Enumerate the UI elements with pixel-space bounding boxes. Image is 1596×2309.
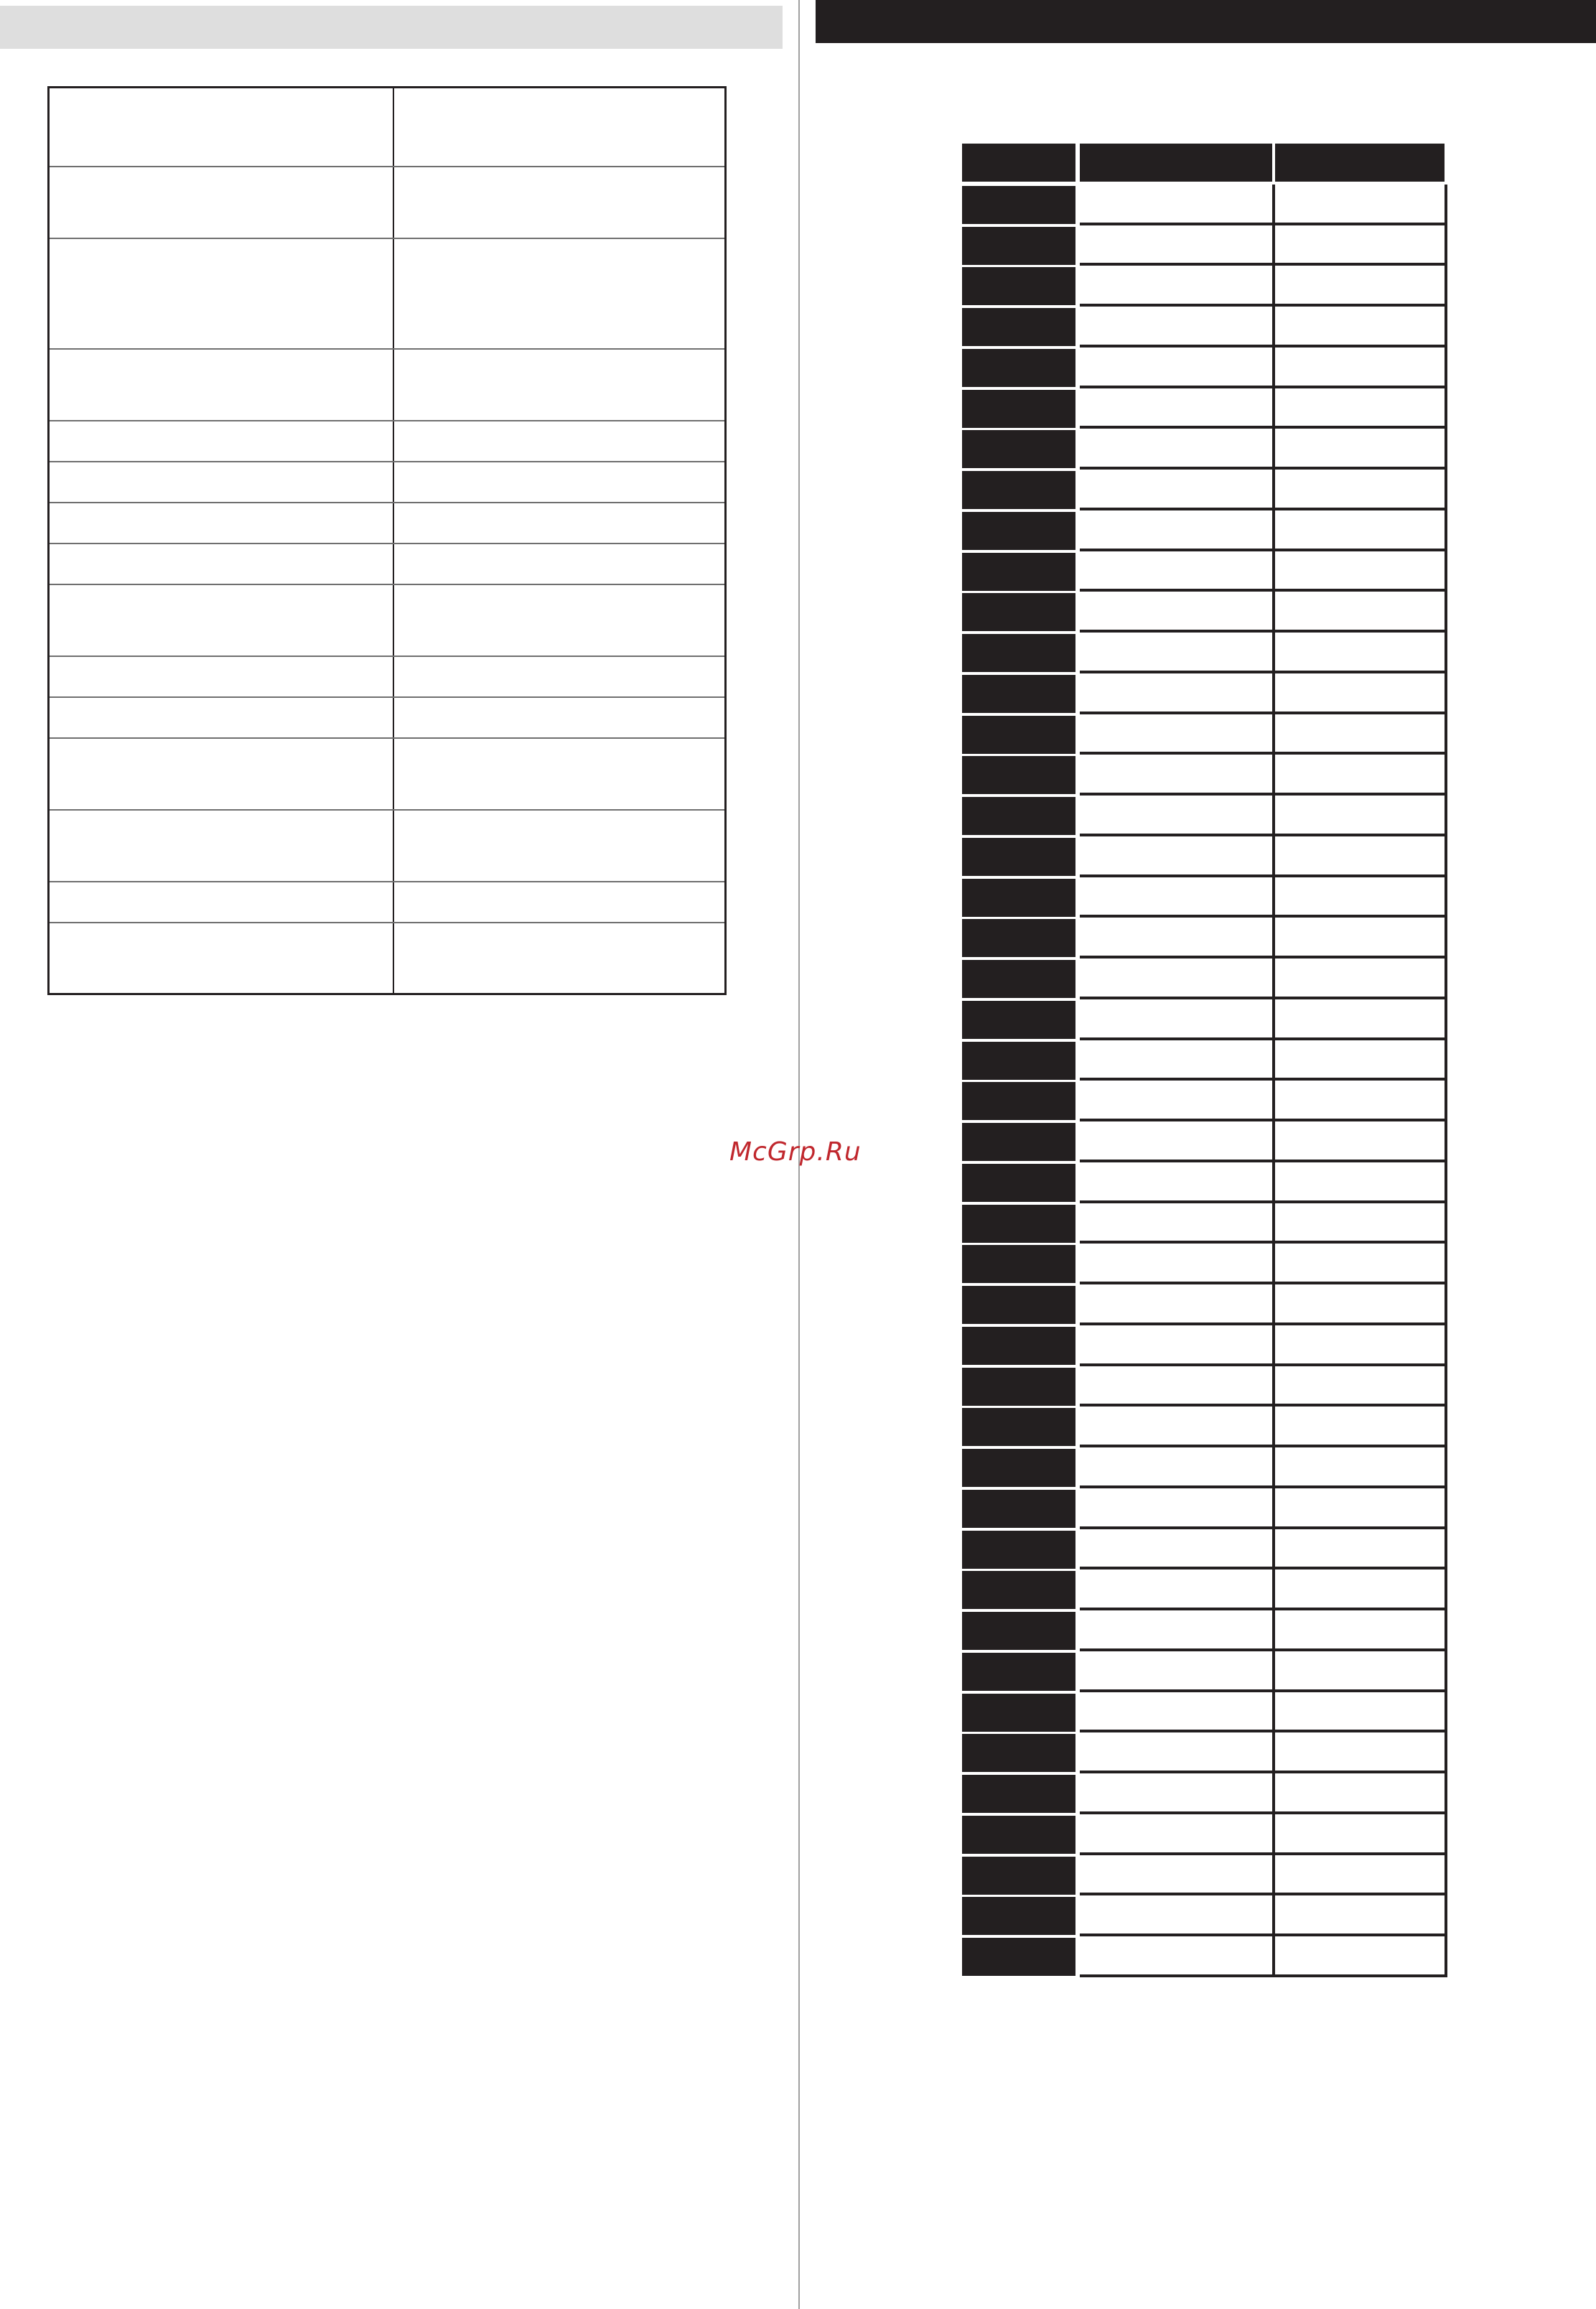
- grid-value-cell: [1275, 1692, 1447, 1733]
- grid-code-cell: [962, 1612, 1075, 1650]
- grid-value-cell: [1080, 1407, 1275, 1447]
- grid-code-cell: [962, 1042, 1075, 1080]
- grid-row: [962, 1162, 1450, 1203]
- grid-value-cell: [1275, 1121, 1447, 1162]
- grid-value-cell: [1080, 1651, 1275, 1692]
- grid-code-cell: [962, 1816, 1075, 1854]
- grid-row: [962, 1203, 1450, 1244]
- grid-value-cell: [1275, 1732, 1447, 1773]
- spec-label-cell: [49, 544, 394, 584]
- grid-row: [962, 470, 1450, 510]
- grid-row: [962, 1529, 1450, 1570]
- grid-row: [962, 755, 1450, 796]
- left-section-header-bar: [0, 6, 783, 49]
- grid-value-cell: [1080, 225, 1275, 266]
- grid-code-cell: [962, 1368, 1075, 1406]
- grid-value-cell: [1080, 1895, 1275, 1936]
- grid-value-cell: [1275, 1244, 1447, 1284]
- grid-value-cell: [1275, 1651, 1447, 1692]
- grid-row: [962, 225, 1450, 266]
- grid-code-cell: [962, 1490, 1075, 1528]
- grid-value-cell: [1080, 958, 1275, 999]
- grid-row: [962, 1366, 1450, 1407]
- grid-value-cell: [1275, 796, 1447, 836]
- grid-value-cell: [1275, 1325, 1447, 1366]
- grid-value-cell: [1275, 1162, 1447, 1203]
- grid-row: [962, 1284, 1450, 1325]
- spec-label-cell: [49, 810, 394, 882]
- grid-value-cell: [1080, 1121, 1275, 1162]
- grid-row: [962, 1407, 1450, 1447]
- grid-row: [962, 1651, 1450, 1692]
- grid-code-cell: [962, 716, 1075, 754]
- grid-code-cell: [962, 227, 1075, 265]
- grid-code-cell: [962, 471, 1075, 509]
- table-row: [49, 584, 726, 656]
- grid-value-cell: [1080, 673, 1275, 714]
- grid-code-cell: [962, 267, 1075, 305]
- grid-row: [962, 714, 1450, 755]
- grid-value-cell: [1275, 714, 1447, 755]
- grid-value-cell: [1275, 1855, 1447, 1896]
- grid-value-cell: [1275, 307, 1447, 347]
- grid-value-cell: [1275, 185, 1447, 225]
- grid-value-cell: [1080, 918, 1275, 958]
- grid-header-row: [962, 144, 1450, 185]
- grid-code-cell: [962, 1571, 1075, 1609]
- spec-value-cell: [393, 503, 726, 544]
- table-row: [49, 923, 726, 994]
- grid-code-cell: [962, 675, 1075, 713]
- grid-code-cell: [962, 1123, 1075, 1161]
- grid-value-cell: [1275, 347, 1447, 388]
- grid-row: [962, 1732, 1450, 1773]
- grid-header-cell: [1275, 144, 1445, 182]
- spec-label-cell: [49, 697, 394, 738]
- grid-value-cell: [1275, 1447, 1447, 1488]
- grid-row: [962, 388, 1450, 429]
- spec-label-cell: [49, 584, 394, 656]
- grid-row: [962, 673, 1450, 714]
- grid-value-cell: [1275, 592, 1447, 633]
- grid-value-cell: [1080, 1529, 1275, 1570]
- grid-row: [962, 836, 1450, 877]
- grid-value-cell: [1080, 1203, 1275, 1244]
- right-section-header-bar: [816, 0, 1596, 43]
- grid-value-cell: [1080, 877, 1275, 918]
- grid-code-cell: [962, 1775, 1075, 1813]
- grid-row: [962, 510, 1450, 551]
- grid-value-cell: [1275, 1814, 1447, 1855]
- grid-row: [962, 185, 1450, 225]
- grid-code-cell: [962, 1001, 1075, 1039]
- grid-value-cell: [1275, 999, 1447, 1040]
- grid-value-cell: [1275, 1203, 1447, 1244]
- grid-code-cell: [962, 593, 1075, 631]
- grid-row: [962, 958, 1450, 999]
- grid-row: [962, 1121, 1450, 1162]
- grid-row: [962, 1895, 1450, 1936]
- grid-header-cell: [1080, 144, 1272, 182]
- spec-value-cell: [393, 88, 726, 167]
- grid-row: [962, 999, 1450, 1040]
- grid-value-cell: [1080, 307, 1275, 347]
- grid-value-cell: [1080, 592, 1275, 633]
- table-row: [49, 544, 726, 584]
- grid-code-cell: [962, 838, 1075, 876]
- grid-value-cell: [1275, 836, 1447, 877]
- grid-value-cell: [1275, 510, 1447, 551]
- spec-label-cell: [49, 349, 394, 421]
- grid-row: [962, 633, 1450, 673]
- grid-row: [962, 551, 1450, 592]
- grid-code-cell: [962, 634, 1075, 672]
- grid-code-cell: [962, 1653, 1075, 1691]
- grid-code-cell: [962, 1449, 1075, 1487]
- watermark-text: McGrp.Ru: [729, 1137, 862, 1167]
- grid-value-cell: [1080, 388, 1275, 429]
- grid-value-cell: [1275, 755, 1447, 796]
- grid-value-cell: [1080, 1284, 1275, 1325]
- grid-code-cell: [962, 1857, 1075, 1895]
- grid-value-cell: [1080, 347, 1275, 388]
- grid-row: [962, 429, 1450, 470]
- grid-value-cell: [1080, 1814, 1275, 1855]
- spec-label-cell: [49, 656, 394, 697]
- grid-value-cell: [1080, 1162, 1275, 1203]
- spec-value-cell: [393, 584, 726, 656]
- grid-value-cell: [1080, 714, 1275, 755]
- grid-value-cell: [1275, 1407, 1447, 1447]
- spec-value-cell: [393, 462, 726, 503]
- spec-label-cell: [49, 88, 394, 167]
- grid-value-cell: [1080, 266, 1275, 307]
- spec-value-cell: [393, 167, 726, 238]
- spec-value-cell: [393, 421, 726, 462]
- grid-row: [962, 796, 1450, 836]
- grid-code-cell: [962, 1245, 1075, 1283]
- grid-value-cell: [1080, 185, 1275, 225]
- spec-value-cell: [393, 810, 726, 882]
- table-row: [49, 421, 726, 462]
- table-row: [49, 167, 726, 238]
- spec-label-cell: [49, 462, 394, 503]
- code-grid: [962, 144, 1450, 1977]
- table-row: [49, 462, 726, 503]
- grid-code-cell: [962, 390, 1075, 428]
- table-row: [49, 697, 726, 738]
- table-row: [49, 503, 726, 544]
- grid-row: [962, 1936, 1450, 1977]
- spec-value-cell: [393, 656, 726, 697]
- table-row: [49, 738, 726, 810]
- grid-value-cell: [1275, 1569, 1447, 1610]
- spec-label-cell: [49, 503, 394, 544]
- grid-code-cell: [962, 430, 1075, 468]
- grid-code-cell: [962, 308, 1075, 346]
- grid-row: [962, 1040, 1450, 1081]
- grid-code-cell: [962, 512, 1075, 550]
- grid-row: [962, 877, 1450, 918]
- grid-code-cell: [962, 553, 1075, 591]
- spec-value-cell: [393, 238, 726, 349]
- grid-value-cell: [1080, 796, 1275, 836]
- grid-code-cell: [962, 1205, 1075, 1243]
- grid-code-cell: [962, 349, 1075, 387]
- spec-value-cell: [393, 738, 726, 810]
- table-row: [49, 882, 726, 923]
- grid-value-cell: [1275, 633, 1447, 673]
- grid-value-cell: [1275, 1081, 1447, 1121]
- spec-label-cell: [49, 238, 394, 349]
- grid-code-cell: [962, 1694, 1075, 1732]
- spec-value-cell: [393, 349, 726, 421]
- grid-row: [962, 1447, 1450, 1488]
- grid-value-cell: [1275, 1936, 1447, 1977]
- grid-value-cell: [1080, 1081, 1275, 1121]
- grid-row: [962, 307, 1450, 347]
- spec-label-cell: [49, 923, 394, 994]
- table-row: [49, 349, 726, 421]
- grid-value-cell: [1080, 551, 1275, 592]
- spec-value-cell: [393, 697, 726, 738]
- grid-value-cell: [1275, 1529, 1447, 1570]
- spec-label-cell: [49, 421, 394, 462]
- grid-code-cell: [962, 960, 1075, 998]
- grid-code-cell: [962, 186, 1075, 224]
- grid-value-cell: [1275, 1284, 1447, 1325]
- grid-value-cell: [1080, 633, 1275, 673]
- grid-value-cell: [1080, 999, 1275, 1040]
- grid-row: [962, 347, 1450, 388]
- grid-value-cell: [1275, 429, 1447, 470]
- grid-value-cell: [1080, 1610, 1275, 1651]
- grid-value-cell: [1080, 1366, 1275, 1407]
- grid-value-cell: [1080, 1569, 1275, 1610]
- grid-value-cell: [1080, 1855, 1275, 1896]
- grid-code-cell: [962, 1408, 1075, 1446]
- grid-value-cell: [1275, 673, 1447, 714]
- grid-row: [962, 918, 1450, 958]
- grid-code-cell: [962, 919, 1075, 957]
- grid-row: [962, 1325, 1450, 1366]
- grid-row: [962, 592, 1450, 633]
- grid-value-cell: [1275, 918, 1447, 958]
- grid-code-cell: [962, 1938, 1075, 1976]
- grid-header-cell: [962, 144, 1075, 182]
- grid-code-cell: [962, 756, 1075, 794]
- grid-row: [962, 1081, 1450, 1121]
- grid-row: [962, 1244, 1450, 1284]
- grid-value-cell: [1080, 1732, 1275, 1773]
- grid-code-cell: [962, 1897, 1075, 1935]
- grid-value-cell: [1080, 1244, 1275, 1284]
- grid-value-cell: [1275, 877, 1447, 918]
- spec-value-cell: [393, 882, 726, 923]
- grid-value-cell: [1080, 1936, 1275, 1977]
- grid-code-cell: [962, 797, 1075, 835]
- grid-code-cell: [962, 1734, 1075, 1772]
- grid-row: [962, 1569, 1450, 1610]
- grid-value-cell: [1080, 510, 1275, 551]
- grid-code-cell: [962, 1286, 1075, 1324]
- grid-row: [962, 1814, 1450, 1855]
- grid-row: [962, 1773, 1450, 1814]
- grid-row: [962, 266, 1450, 307]
- grid-value-cell: [1275, 1040, 1447, 1081]
- grid-code-cell: [962, 1164, 1075, 1202]
- grid-code-cell: [962, 879, 1075, 917]
- table-row: [49, 238, 726, 349]
- grid-row: [962, 1855, 1450, 1896]
- grid-row: [962, 1610, 1450, 1651]
- table-row: [49, 656, 726, 697]
- grid-value-cell: [1275, 958, 1447, 999]
- grid-value-cell: [1080, 836, 1275, 877]
- grid-value-cell: [1080, 1447, 1275, 1488]
- grid-value-cell: [1275, 1610, 1447, 1651]
- grid-value-cell: [1275, 551, 1447, 592]
- grid-value-cell: [1080, 755, 1275, 796]
- spec-label-cell: [49, 167, 394, 238]
- grid-value-cell: [1080, 1325, 1275, 1366]
- spec-value-cell: [393, 544, 726, 584]
- grid-value-cell: [1080, 1773, 1275, 1814]
- grid-code-cell: [962, 1327, 1075, 1365]
- grid-row: [962, 1488, 1450, 1529]
- grid-value-cell: [1275, 225, 1447, 266]
- grid-row: [962, 1692, 1450, 1733]
- grid-value-cell: [1275, 1366, 1447, 1407]
- spec-value-cell: [393, 923, 726, 994]
- grid-value-cell: [1080, 429, 1275, 470]
- grid-value-cell: [1275, 1895, 1447, 1936]
- grid-value-cell: [1080, 1692, 1275, 1733]
- spec-label-cell: [49, 738, 394, 810]
- specification-table: [47, 86, 727, 995]
- grid-value-cell: [1275, 1773, 1447, 1814]
- grid-value-cell: [1275, 1488, 1447, 1529]
- grid-value-cell: [1080, 470, 1275, 510]
- grid-value-cell: [1080, 1040, 1275, 1081]
- grid-value-cell: [1275, 388, 1447, 429]
- spec-label-cell: [49, 882, 394, 923]
- grid-value-cell: [1275, 266, 1447, 307]
- table-row: [49, 88, 726, 167]
- grid-value-cell: [1275, 470, 1447, 510]
- grid-value-cell: [1080, 1488, 1275, 1529]
- table-row: [49, 810, 726, 882]
- grid-code-cell: [962, 1531, 1075, 1569]
- grid-code-cell: [962, 1082, 1075, 1120]
